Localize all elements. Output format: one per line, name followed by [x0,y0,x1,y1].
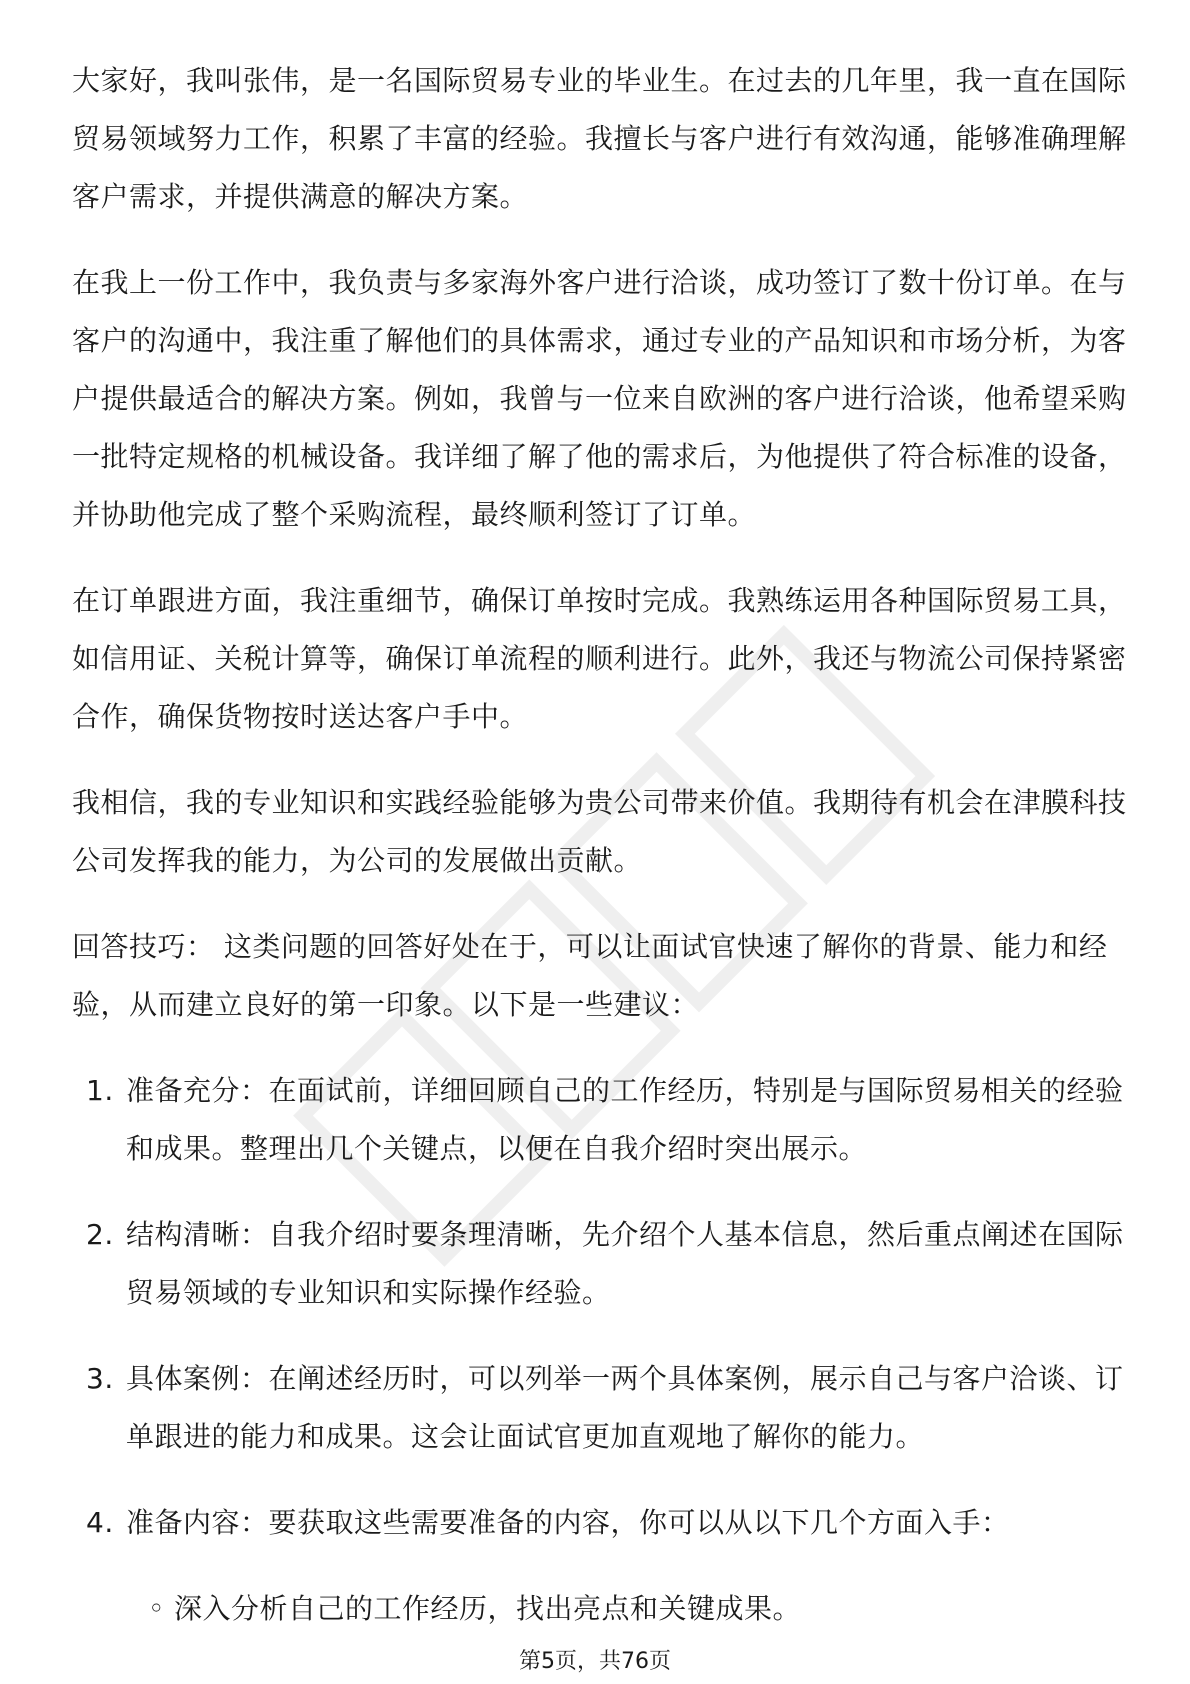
list-number: 4. [86,1506,114,1539]
closing-paragraph: 我相信，我的专业知识和实践经验能够为贵公司带来价值。我期待有机会在津膜科技公司发挥我的能力，为公司的发展做出贡献。 [72,786,1127,877]
list-number: 2. [86,1218,114,1251]
list-item-text: 具体案例：在阐述经历时，可以列举一两个具体案例，展示自己与客户洽谈、订单跟进的能力和成果。这会让面试官更加直观地了解你的能力。 [126,1362,1124,1453]
list-item [72,1494,1130,1552]
sub-list-item-text: 深入分析自己的工作经历，找出亮点和关键成果。 [174,1592,802,1625]
sub-list-item [72,1580,1130,1638]
list-number: 1. [86,1074,114,1107]
list-item-text: 准备内容：要获取这些需要准备的内容，你可以从以下几个方面入手： [126,1506,1010,1539]
list-item-text: 准备充分：在面试前，详细回顾自己的工作经历，特别是与国际贸易相关的经验和成果。整理出几个关键点，以便在自我介绍时突出展示。 [126,1074,1124,1165]
tips-list [72,1062,1130,1552]
list-item [72,1206,1130,1322]
list-number: 3. [86,1362,114,1395]
answer-tips-paragraph: 回答技巧： 这类问题的回答好处在于，可以让面试官快速了解你的背景、能力和经验，从而建立良好的第一印象。以下是一些建议： [72,930,1108,1021]
list-item [72,1062,1130,1178]
intro-paragraph: 大家好，我叫张伟，是一名国际贸易专业的毕业生。在过去的几年里，我一直在国际贸易领域努力工作，积累了丰富的经验。我擅长与客户进行有效沟通，能够准确理解客户需求，并提供满意的解决方案。 [72,64,1127,213]
page-footer: 第5页，共76页 [519,1649,671,1674]
order-followup-paragraph: 在订单跟进方面，我注重细节，确保订单按时完成。我熟练运用各种国际贸易工具，如信用证、关税计算等，确保订单流程的顺利进行。此外，我还与物流公司保持紧密合作，确保货物按时送达客户手中。 [72,584,1127,733]
bullet-icon: ◦ [148,1592,166,1625]
sub-tips-list [72,1580,1130,1638]
experience-paragraph: 在我上一份工作中，我负责与多家海外客户进行洽谈，成功签订了数十份订单。在与客户的沟通中，我注重了解他们的具体需求，通过专业的产品知识和市场分析，为客户提供最适合的解决方案。例如，我曾与一位来自欧洲的客户进行洽谈，他希望采购一批特定规格的机械设备。我详细了解了他的需求后，为他提供了符合标准的设备，并协助他完成了整个采购流程，最终顺利签订了订单。 [72,266,1127,531]
document-body [72,52,1130,1638]
list-item [72,1350,1130,1466]
list-item-text: 结构清晰：自我介绍时要条理清晰，先介绍个人基本信息，然后重点阐述在国际贸易领域的专业知识和实际操作经验。 [126,1218,1124,1309]
